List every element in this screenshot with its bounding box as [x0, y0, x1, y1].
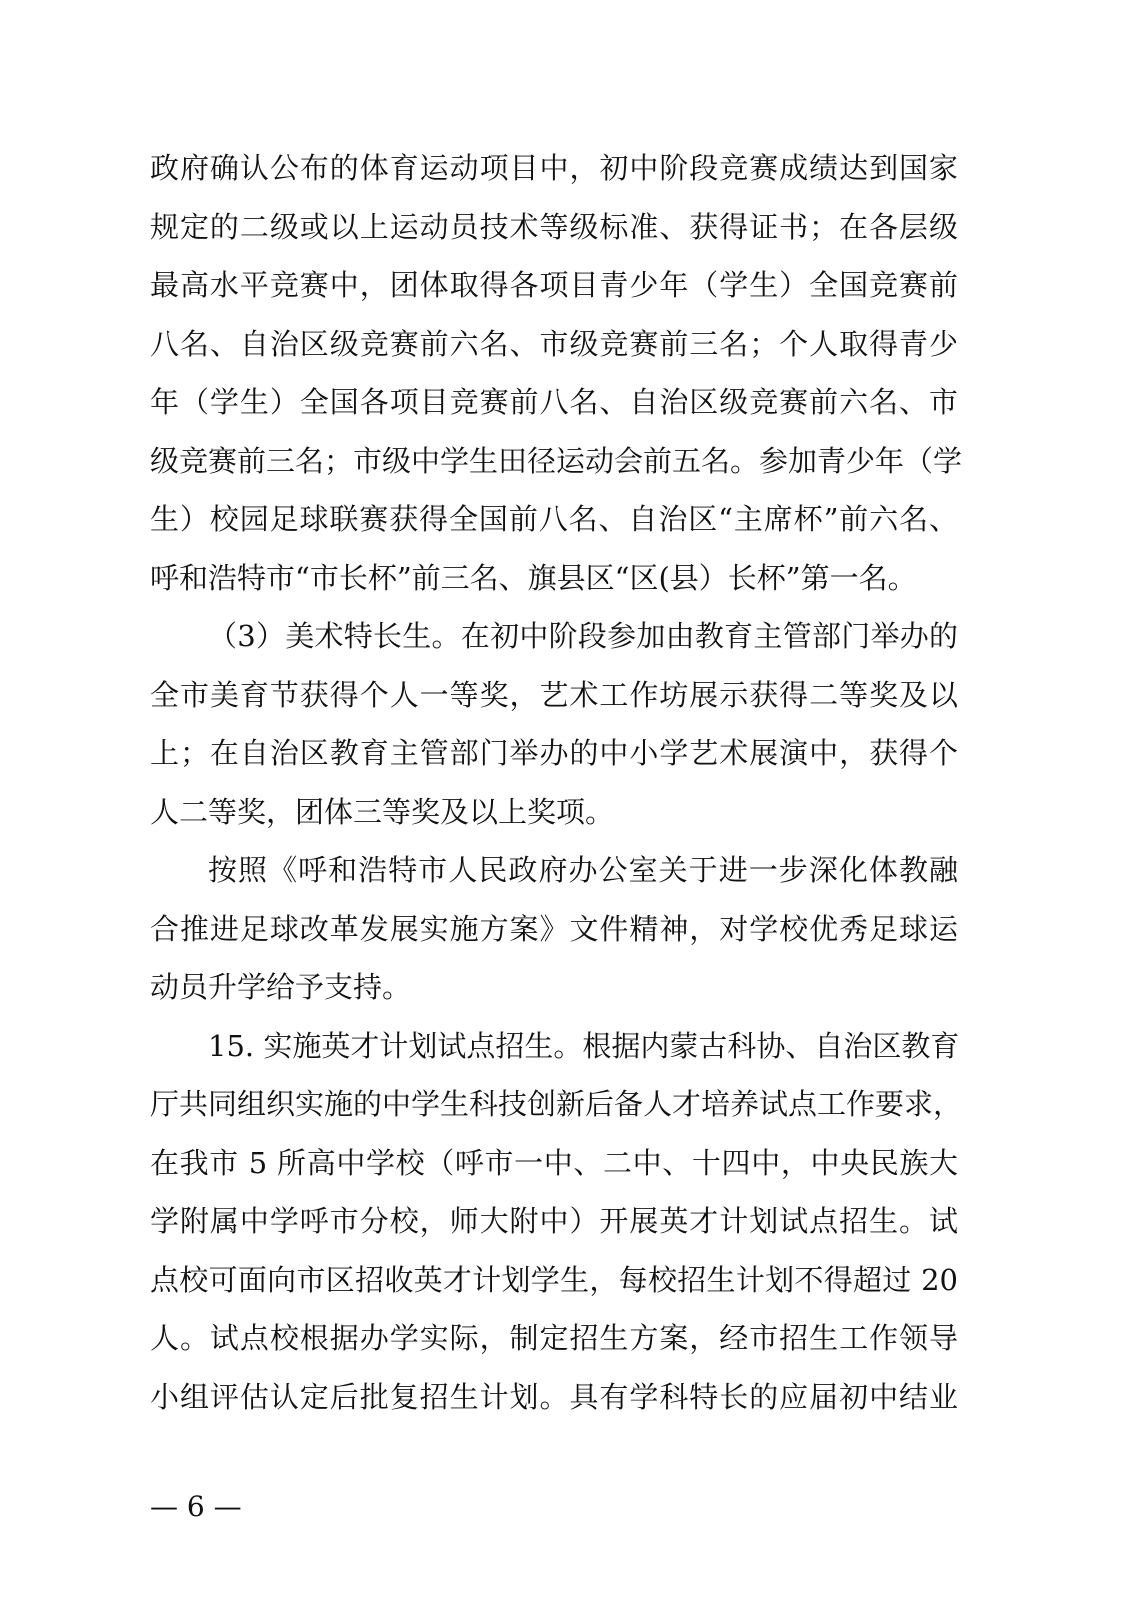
body-text-line: 动员升学给予支持。	[150, 970, 412, 1004]
body-text-line: 八名、自治区级竞赛前六名、市级竞赛前三名；个人取得青少	[150, 327, 958, 361]
body-text-line: 小组评估认定后批复招生计划。具有学科特长的应届初中结业	[150, 1380, 958, 1414]
body-text-line: 全市美育节获得个人一等奖，艺术工作坊展示获得二等奖及以	[150, 678, 958, 712]
body-text-line: 最高水平竞赛中，团体取得各项目青少年（学生）全国竞赛前	[150, 268, 958, 302]
body-text-line: 15. 实施英才计划试点招生。根据内蒙古科协、自治区教育	[208, 1029, 960, 1063]
body-text-line: 按照《呼和浩特市人民政府办公室关于进一步深化体教融	[208, 853, 958, 887]
body-text-line: 上；在自治区教育主管部门举办的中小学艺术展演中，获得个	[150, 736, 958, 770]
body-text-line: 人二等奖，团体三等奖及以上奖项。	[150, 795, 615, 829]
body-text-line: 生）校园足球联赛获得全国前八名、自治区“主席杯”前六名、	[150, 502, 958, 536]
body-text-line: 点校可面向市区招收英才计划学生，每校招生计划不得超过 20	[150, 1263, 958, 1297]
page-number: — 6 —	[150, 1490, 242, 1523]
body-text-line: 合推进足球改革发展实施方案》文件精神，对学校优秀足球运	[150, 912, 958, 946]
body-text-line: 人。试点校根据办学实际，制定招生方案，经市招生工作领导	[150, 1321, 958, 1355]
body-text-line: （3）美术特长生。在初中阶段参加由教育主管部门举办的	[208, 619, 958, 653]
body-text-line: 呼和浩特市“市长杯”前三名、旗县区“区(县）长杯”第一名。	[150, 561, 917, 595]
body-text-line: 年（学生）全国各项目竞赛前八名、自治区级竞赛前六名、市	[150, 385, 958, 419]
body-text-line: 政府确认公布的体育运动项目中，初中阶段竞赛成绩达到国家	[150, 151, 958, 185]
body-text-line: 厅共同组织实施的中学生科技创新后备人才培养试点工作要求，	[150, 1087, 963, 1121]
body-text-line: 规定的二级或以上运动员技术等级标准、获得证书；在各层级	[150, 210, 958, 244]
body-text-line: 学附属中学呼市分校，师大附中）开展英才计划试点招生。试	[150, 1204, 958, 1238]
body-text-line: 在我市 5 所高中学校（呼市一中、二中、十四中，中央民族大	[150, 1146, 958, 1180]
body-text-line: 级竞赛前三名；市级中学生田径运动会前五名。参加青少年（学	[150, 444, 963, 478]
